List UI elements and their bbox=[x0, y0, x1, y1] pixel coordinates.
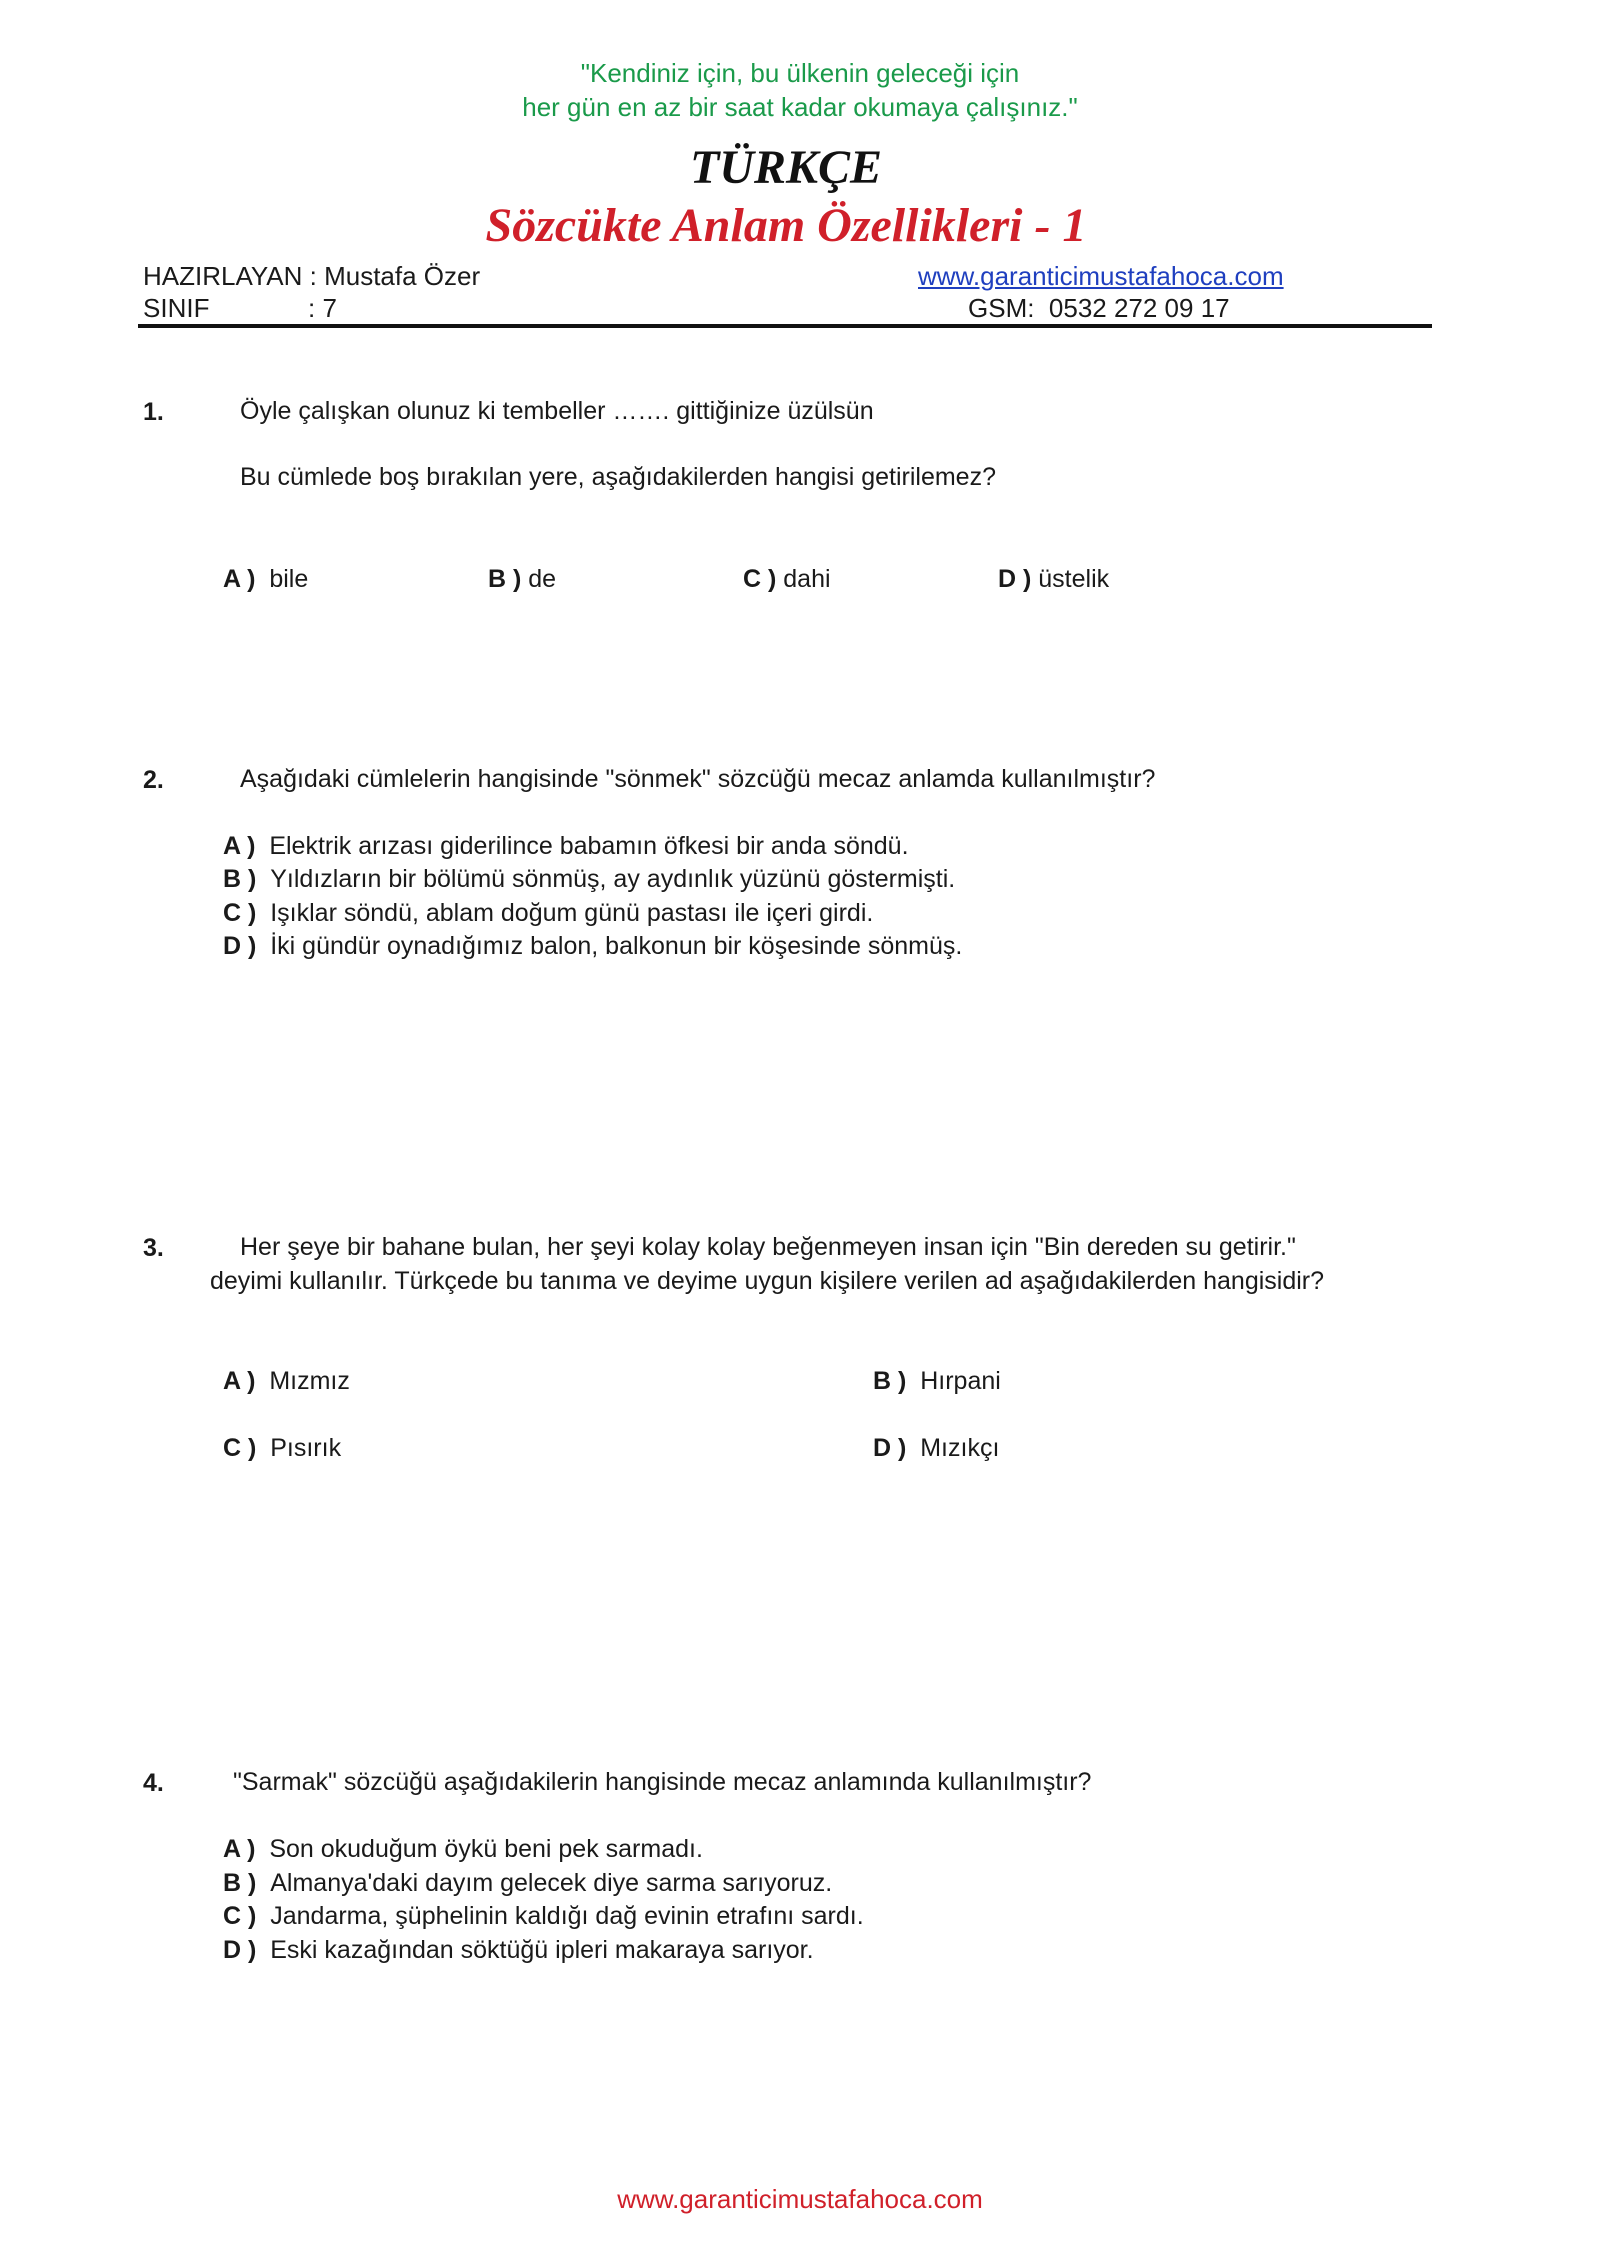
option-label: A ) bbox=[223, 832, 256, 860]
option-text: Hırpani bbox=[920, 1367, 1001, 1395]
question-text-line-2: deyimi kullanılır. Türkçede bu tanıma ve deyime uygun kişilere verilen ad aşağıdakilerden hangisidir? bbox=[210, 1267, 1325, 1295]
option-text: Almanya'daki dayım gelecek diye sarma sarıyoruz. bbox=[270, 1869, 833, 1897]
option-a[interactable] bbox=[223, 1364, 350, 1398]
subject-title: TÜRKÇE bbox=[689, 141, 883, 194]
quote-line-2: her gün en az bir saat kadar okumaya çalışınız." bbox=[522, 92, 1078, 122]
option-label: D ) bbox=[873, 1434, 907, 1462]
topic-title: Sözcükte Anlam Özellikleri - 1 bbox=[485, 199, 1087, 252]
option-label: C ) bbox=[223, 1434, 257, 1462]
header-divider bbox=[138, 324, 1432, 328]
option-text: Yıldızların bir bölümü sönmüş, ay aydınlık yüzünü göstermişti. bbox=[270, 865, 956, 893]
question-number: 2. bbox=[143, 766, 164, 794]
option-label: B ) bbox=[488, 565, 522, 593]
class-label: SINIF bbox=[143, 293, 210, 323]
option-label: B ) bbox=[873, 1367, 907, 1395]
option-b[interactable] bbox=[873, 1364, 1001, 1398]
question-number: 1. bbox=[143, 398, 164, 426]
option-text: üstelik bbox=[1038, 565, 1110, 593]
question-text: Öyle çalışkan olunuz ki tembeller ……. gittiğinize üzülsün bbox=[240, 397, 874, 425]
question-text: "Sarmak" sözcüğü aşağıdakilerin hangisinde mecaz anlamında kullanılmıştır? bbox=[233, 1768, 1092, 1796]
footer-website[interactable]: www.garanticimustafahoca.com bbox=[617, 2184, 983, 2214]
option-text: Son okuduğum öykü beni pek sarmadı. bbox=[269, 1835, 703, 1863]
option-c[interactable] bbox=[223, 1899, 864, 1933]
option-a[interactable] bbox=[223, 1832, 703, 1866]
option-c[interactable] bbox=[223, 1431, 341, 1465]
option-label: A ) bbox=[223, 565, 256, 593]
author-label: HAZIRLAYAN : Mustafa Özer bbox=[143, 261, 481, 291]
option-text: bile bbox=[269, 565, 309, 593]
option-label: B ) bbox=[223, 865, 257, 893]
gsm-number: GSM: 0532 272 09 17 bbox=[968, 293, 1230, 323]
option-label: C ) bbox=[223, 1902, 257, 1930]
option-b[interactable] bbox=[223, 1866, 832, 1900]
option-label: C ) bbox=[743, 565, 777, 593]
option-text: Mızıkçı bbox=[920, 1434, 1000, 1462]
question-prompt: Bu cümlede boş bırakılan yere, aşağıdakilerden hangisi getirilemez? bbox=[240, 463, 996, 491]
option-b[interactable] bbox=[488, 562, 556, 596]
option-text: Pısırık bbox=[270, 1434, 342, 1462]
option-a[interactable] bbox=[223, 562, 308, 596]
option-d[interactable] bbox=[223, 1933, 814, 1967]
option-text: Eski kazağından söktüğü ipleri makaraya sarıyor. bbox=[270, 1936, 814, 1964]
option-text: Elektrik arızası giderilince babamın öfkesi bir anda söndü. bbox=[269, 832, 909, 860]
question-number: 3. bbox=[143, 1234, 164, 1262]
option-d[interactable] bbox=[998, 562, 1109, 596]
class-value: : 7 bbox=[308, 293, 337, 323]
option-text: Mızmız bbox=[269, 1367, 350, 1395]
option-label: D ) bbox=[998, 565, 1032, 593]
option-label: B ) bbox=[223, 1869, 257, 1897]
question-number: 4. bbox=[143, 1769, 164, 1797]
option-label: A ) bbox=[223, 1835, 256, 1863]
question-text: Aşağıdaki cümlelerin hangisinde "sönmek" sözcüğü mecaz anlamda kullanılmıştır? bbox=[240, 765, 1156, 793]
option-label: D ) bbox=[223, 932, 257, 960]
option-c[interactable] bbox=[223, 896, 873, 930]
option-label: A ) bbox=[223, 1367, 256, 1395]
option-a[interactable] bbox=[223, 829, 909, 863]
option-d[interactable] bbox=[223, 929, 962, 963]
quote-line-1: "Kendiniz için, bu ülkenin geleceği için bbox=[580, 58, 1020, 88]
option-c[interactable] bbox=[743, 562, 831, 596]
option-text: Jandarma, şüphelinin kaldığı dağ evinin etrafını sardı. bbox=[270, 1902, 864, 1930]
option-text: dahi bbox=[783, 565, 831, 593]
option-text: Işıklar söndü, ablam doğum günü pastası ile içeri girdi. bbox=[270, 899, 874, 927]
website-link[interactable]: www.garanticimustafahoca.com bbox=[918, 261, 1284, 291]
option-text: İki gündür oynadığımız balon, balkonun bir köşesinde sönmüş. bbox=[270, 932, 963, 960]
option-text: de bbox=[528, 565, 557, 593]
option-label: C ) bbox=[223, 899, 257, 927]
option-b[interactable] bbox=[223, 862, 955, 896]
option-d[interactable] bbox=[873, 1431, 999, 1465]
question-text-line-1: Her şeye bir bahane bulan, her şeyi kolay kolay beğenmeyen insan için "Bin dereden su getirir." bbox=[240, 1233, 1296, 1261]
option-label: D ) bbox=[223, 1936, 257, 1964]
